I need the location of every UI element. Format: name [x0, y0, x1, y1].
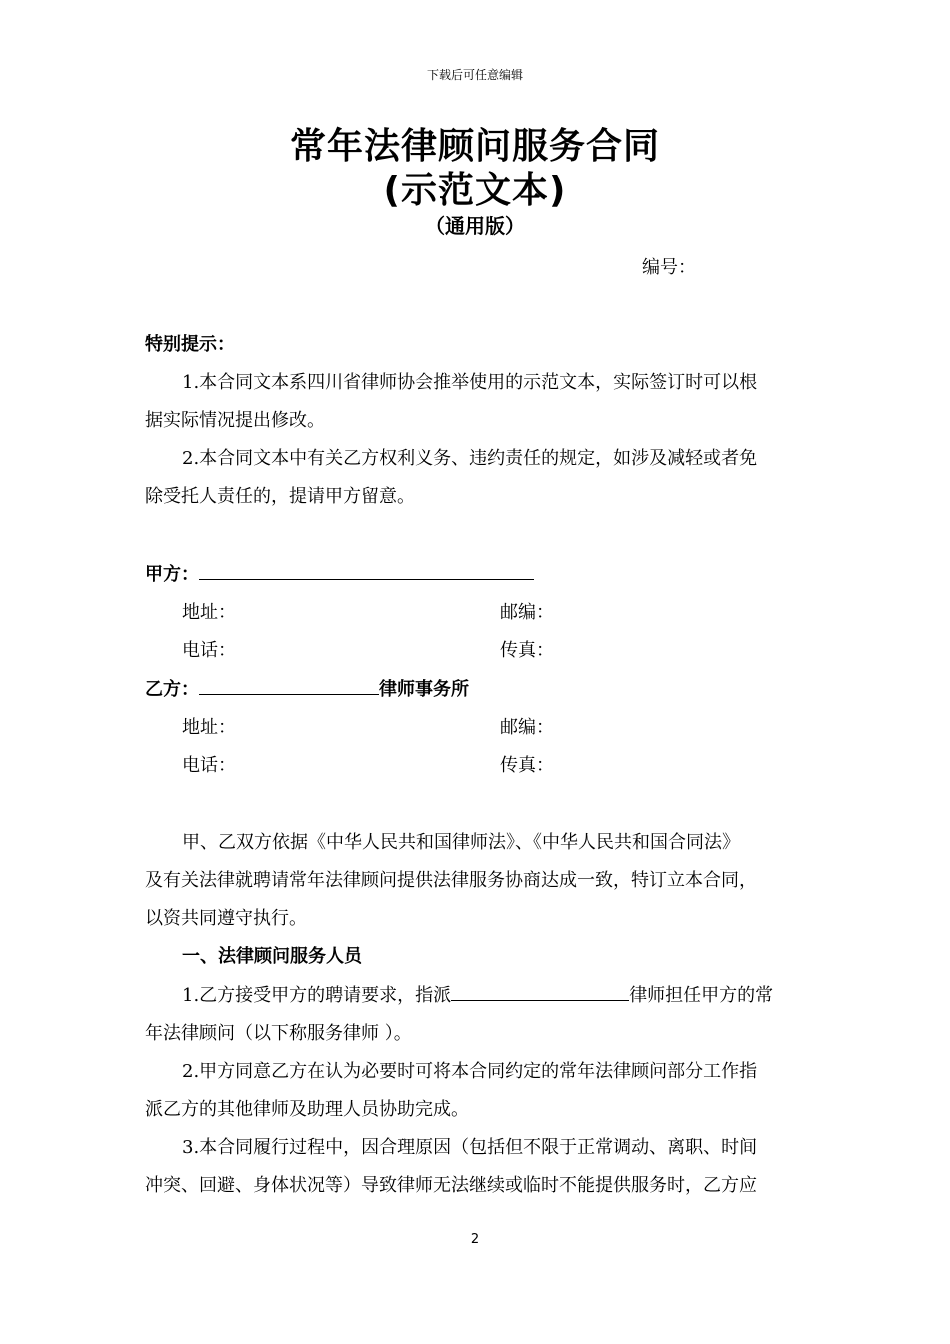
- special-notice-heading: 特别提示：: [145, 334, 235, 355]
- section-1-item-2-line2: 派乙方的其他律师及助理人员协助完成。: [145, 1099, 469, 1120]
- preamble-line2: 及有关法律就聘请常年法律顾问提供法律服务协商达成一致，特订立本合同，: [145, 870, 757, 891]
- party-a-label: 甲方：: [145, 564, 199, 585]
- party-b-line: [145, 675, 469, 701]
- item-1-suffix: 律师担任甲方的常: [629, 985, 774, 1006]
- header-note: 下载后可任意编辑: [426, 68, 523, 82]
- notice-item-2-line2: 除受托人责任的，提请甲方留意。: [145, 486, 415, 507]
- contract-title: 常年法律顾问服务合同: [289, 126, 660, 167]
- party-b-address: 地址：: [182, 717, 236, 738]
- item-1-prefix: 1.乙方接受甲方的聘请要求，指派: [182, 985, 452, 1006]
- preamble-line1: 甲、乙双方依据《中华人民共和国律师法》、《中华人民共和国合同法》: [182, 832, 740, 853]
- section-1-item-3-line2: 冲突、回避、身体状况等）导致律师无法继续或临时不能提供服务时，乙方应: [145, 1175, 757, 1196]
- section-1-item-1-line2: 年法律顾问（以下称服务律师 ）。: [145, 1023, 412, 1044]
- party-a-blank[interactable]: [199, 561, 534, 580]
- party-b-firm-suffix: 律师事务所: [379, 679, 469, 700]
- party-b-blank[interactable]: [199, 676, 379, 695]
- section-1-heading: 一、法律顾问服务人员: [182, 946, 362, 967]
- party-b-fax: 传真：: [500, 755, 554, 776]
- party-b-label: 乙方：: [145, 679, 199, 700]
- party-b-phone: 电话：: [182, 755, 236, 776]
- contract-subtitle: (示范文本): [383, 170, 567, 211]
- notice-item-1-line2: 据实际情况提出修改。: [145, 410, 325, 431]
- lawyer-name-blank[interactable]: [451, 982, 629, 1001]
- number-label: 编号：: [642, 257, 696, 278]
- edition-label: （通用版）: [425, 214, 525, 238]
- party-a-fax: 传真：: [500, 640, 554, 661]
- section-1-item-1-line1: [182, 981, 773, 1007]
- party-a-line: [145, 560, 534, 586]
- notice-item-1-line1: 1.本合同文本系四川省律师协会推举使用的示范文本，实际签订时可以根: [182, 372, 758, 393]
- section-1-item-3-line1: 3.本合同履行过程中，因合理原因（包括但不限于正常调动、离职、时间: [182, 1137, 758, 1158]
- section-1-item-2-line1: 2.甲方同意乙方在认为必要时可将本合同约定的常年法律顾问部分工作指: [182, 1061, 758, 1082]
- page-number: 2: [470, 1232, 480, 1247]
- notice-item-2-line1: 2.本合同文本中有关乙方权利义务、违约责任的规定，如涉及减轻或者免: [182, 448, 758, 469]
- party-b-postcode: 邮编：: [500, 717, 554, 738]
- party-a-postcode: 邮编：: [500, 602, 554, 623]
- party-a-address: 地址：: [182, 602, 236, 623]
- preamble-line3: 以资共同遵守执行。: [145, 908, 307, 929]
- party-a-phone: 电话：: [182, 640, 236, 661]
